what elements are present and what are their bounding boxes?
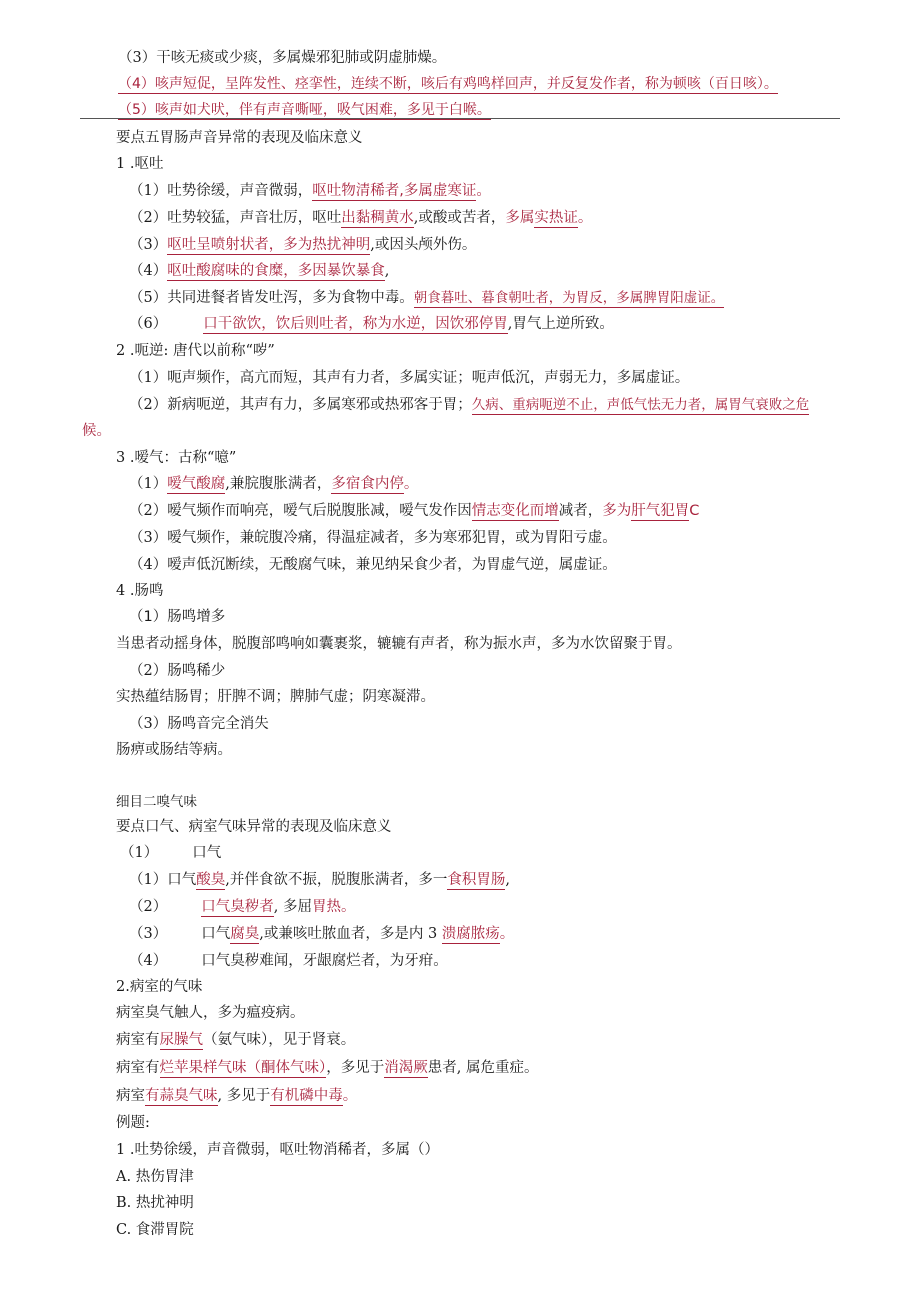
- example-label: 例题:: [116, 1115, 150, 1131]
- text-line: 病室有尿臊气（氨气味），见于肾衰。: [116, 1032, 356, 1048]
- text-line: （4） 口气臭秽难闻，牙龈腐烂者，为牙疳。: [129, 953, 448, 969]
- subheading: （1） 口气: [120, 845, 222, 861]
- answer-option: C. 食滞胃院: [116, 1222, 194, 1238]
- text-line: （2）嗳气频作而响亮，嗳气后脱腹胀减，嗳气发作因情志变化而增减者，多为肝气犯胃C: [129, 503, 700, 519]
- text-line: （5）共同进餐者皆发吐泻，多为食物中毒。朝食暮吐、暮食朝吐者，为胃反，多属脾胃阳虚证。: [129, 290, 725, 306]
- text-line: （5）咳声如犬吠，伴有声音嘶哑，吸气困难，多见于白喉。: [118, 102, 491, 118]
- text-line: （2） 口气臭秽者, 多屈胃热。: [129, 899, 356, 915]
- answer-option: A. 热伤胃津: [116, 1169, 194, 1185]
- text-line: （1）口气酸臭,并伴食欲不振，脱腹胀满者，多一食积胃肠,: [129, 872, 510, 888]
- text-line: 肠痹或肠结等病。: [116, 742, 232, 758]
- text-line: （3）嗳气频作，兼皖腹冷痛，得温症减者，多为寒邪犯胃，或为胃阳亏虚。: [129, 530, 617, 546]
- section-heading: 细目二嗅气味: [116, 794, 197, 810]
- subheading: 4 .肠鸣: [116, 583, 164, 599]
- text-line: 病室有烂苹果样气味（酮体气味），多见于消渴厥患者, 属危重症。: [116, 1060, 539, 1076]
- text-line: （4）嗳声低沉断续，无酸腐气味，兼见纳呆食少者，为胃虚气逆，属虚证。: [129, 557, 617, 573]
- text-line: （4）咳声短促，呈阵发性、痉挛性，连续不断，咳后有鸡鸣样回声，并反复发作者，称为顿咳（百日咳）。: [118, 76, 778, 92]
- text-line: （2）新病呃逆，其声有力，多属寒邪或热邪客于胃；久病、重病呃逆不止，声低气怯无力者，属胃气衰败之危: [129, 397, 810, 413]
- text-line: （1）嗳气酸腐,兼脘腹胀满者，多宿食内停。: [129, 476, 419, 492]
- text-line: 候。: [82, 423, 111, 439]
- text-line: （3） 口气腐臭,或兼咳吐脓血者，多是内 3 溃腐脓疡。: [129, 926, 515, 942]
- section-heading: 要点五胃肠声音异常的表现及临床意义: [116, 130, 363, 146]
- subheading: 1 .呕吐: [116, 156, 164, 172]
- text-line: 病室有蒜臭气味, 多见于有机磷中毒。: [116, 1088, 358, 1104]
- section-heading: 要点口气、病室气味异常的表现及临床意义: [116, 819, 392, 835]
- text-line: （1）呃声频作，高亢而短，其声有力者，多属实证；呃声低沉，声弱无力，多属虚证。: [129, 370, 690, 386]
- text-line: （4）呕吐酸腐味的食糜，多因暴饮暴食,: [129, 263, 390, 279]
- question-text: 1 .吐势徐缓，声音微弱，呕吐物消稀者，多属（）: [116, 1142, 439, 1158]
- text-line: （2）吐势较猛，声音壮厉，呕吐出黏稠黄水,或酸或苦者，多属实热证。: [129, 210, 593, 226]
- subheading: 3 .嗳气：古称“噫”: [116, 450, 237, 466]
- text-line: （1）肠鸣增多: [129, 609, 226, 625]
- text-line: （6） 口干欲饮，饮后则吐者，称为水逆，因饮邪停胃,胃气上逆所致。: [129, 316, 614, 332]
- text-line: （3）干咳无痰或少痰，多属燥邪犯肺或阴虚肺燥。: [118, 50, 447, 66]
- text-line: 当患者动摇身体，脱腹部鸣响如囊裹浆，辘辘有声者，称为振水声，多为水饮留聚于胃。: [116, 636, 682, 652]
- text-line: 病室臭气触人，多为瘟疫病。: [116, 1005, 305, 1021]
- subheading: 2 .呃逆: 唐代以前称“哕”: [116, 343, 275, 359]
- text-line: 实热蕴结肠胃；肝脾不调；脾肺气虚；阴寒凝滞。: [116, 689, 435, 705]
- text-line: （3）肠鸣音完全消失: [129, 716, 269, 732]
- text-line: （3）呕吐呈喷射状者，多为热扰神明,或因头颅外伤。: [129, 237, 477, 253]
- text-line: （2）肠鸣稀少: [129, 663, 226, 679]
- answer-option: B. 热扰神明: [116, 1195, 194, 1211]
- text-line: （1）吐势徐缓，声音微弱，呕吐物清稀者,多属虚寒证。: [129, 183, 491, 199]
- subheading: 2.病室的气味: [116, 979, 203, 995]
